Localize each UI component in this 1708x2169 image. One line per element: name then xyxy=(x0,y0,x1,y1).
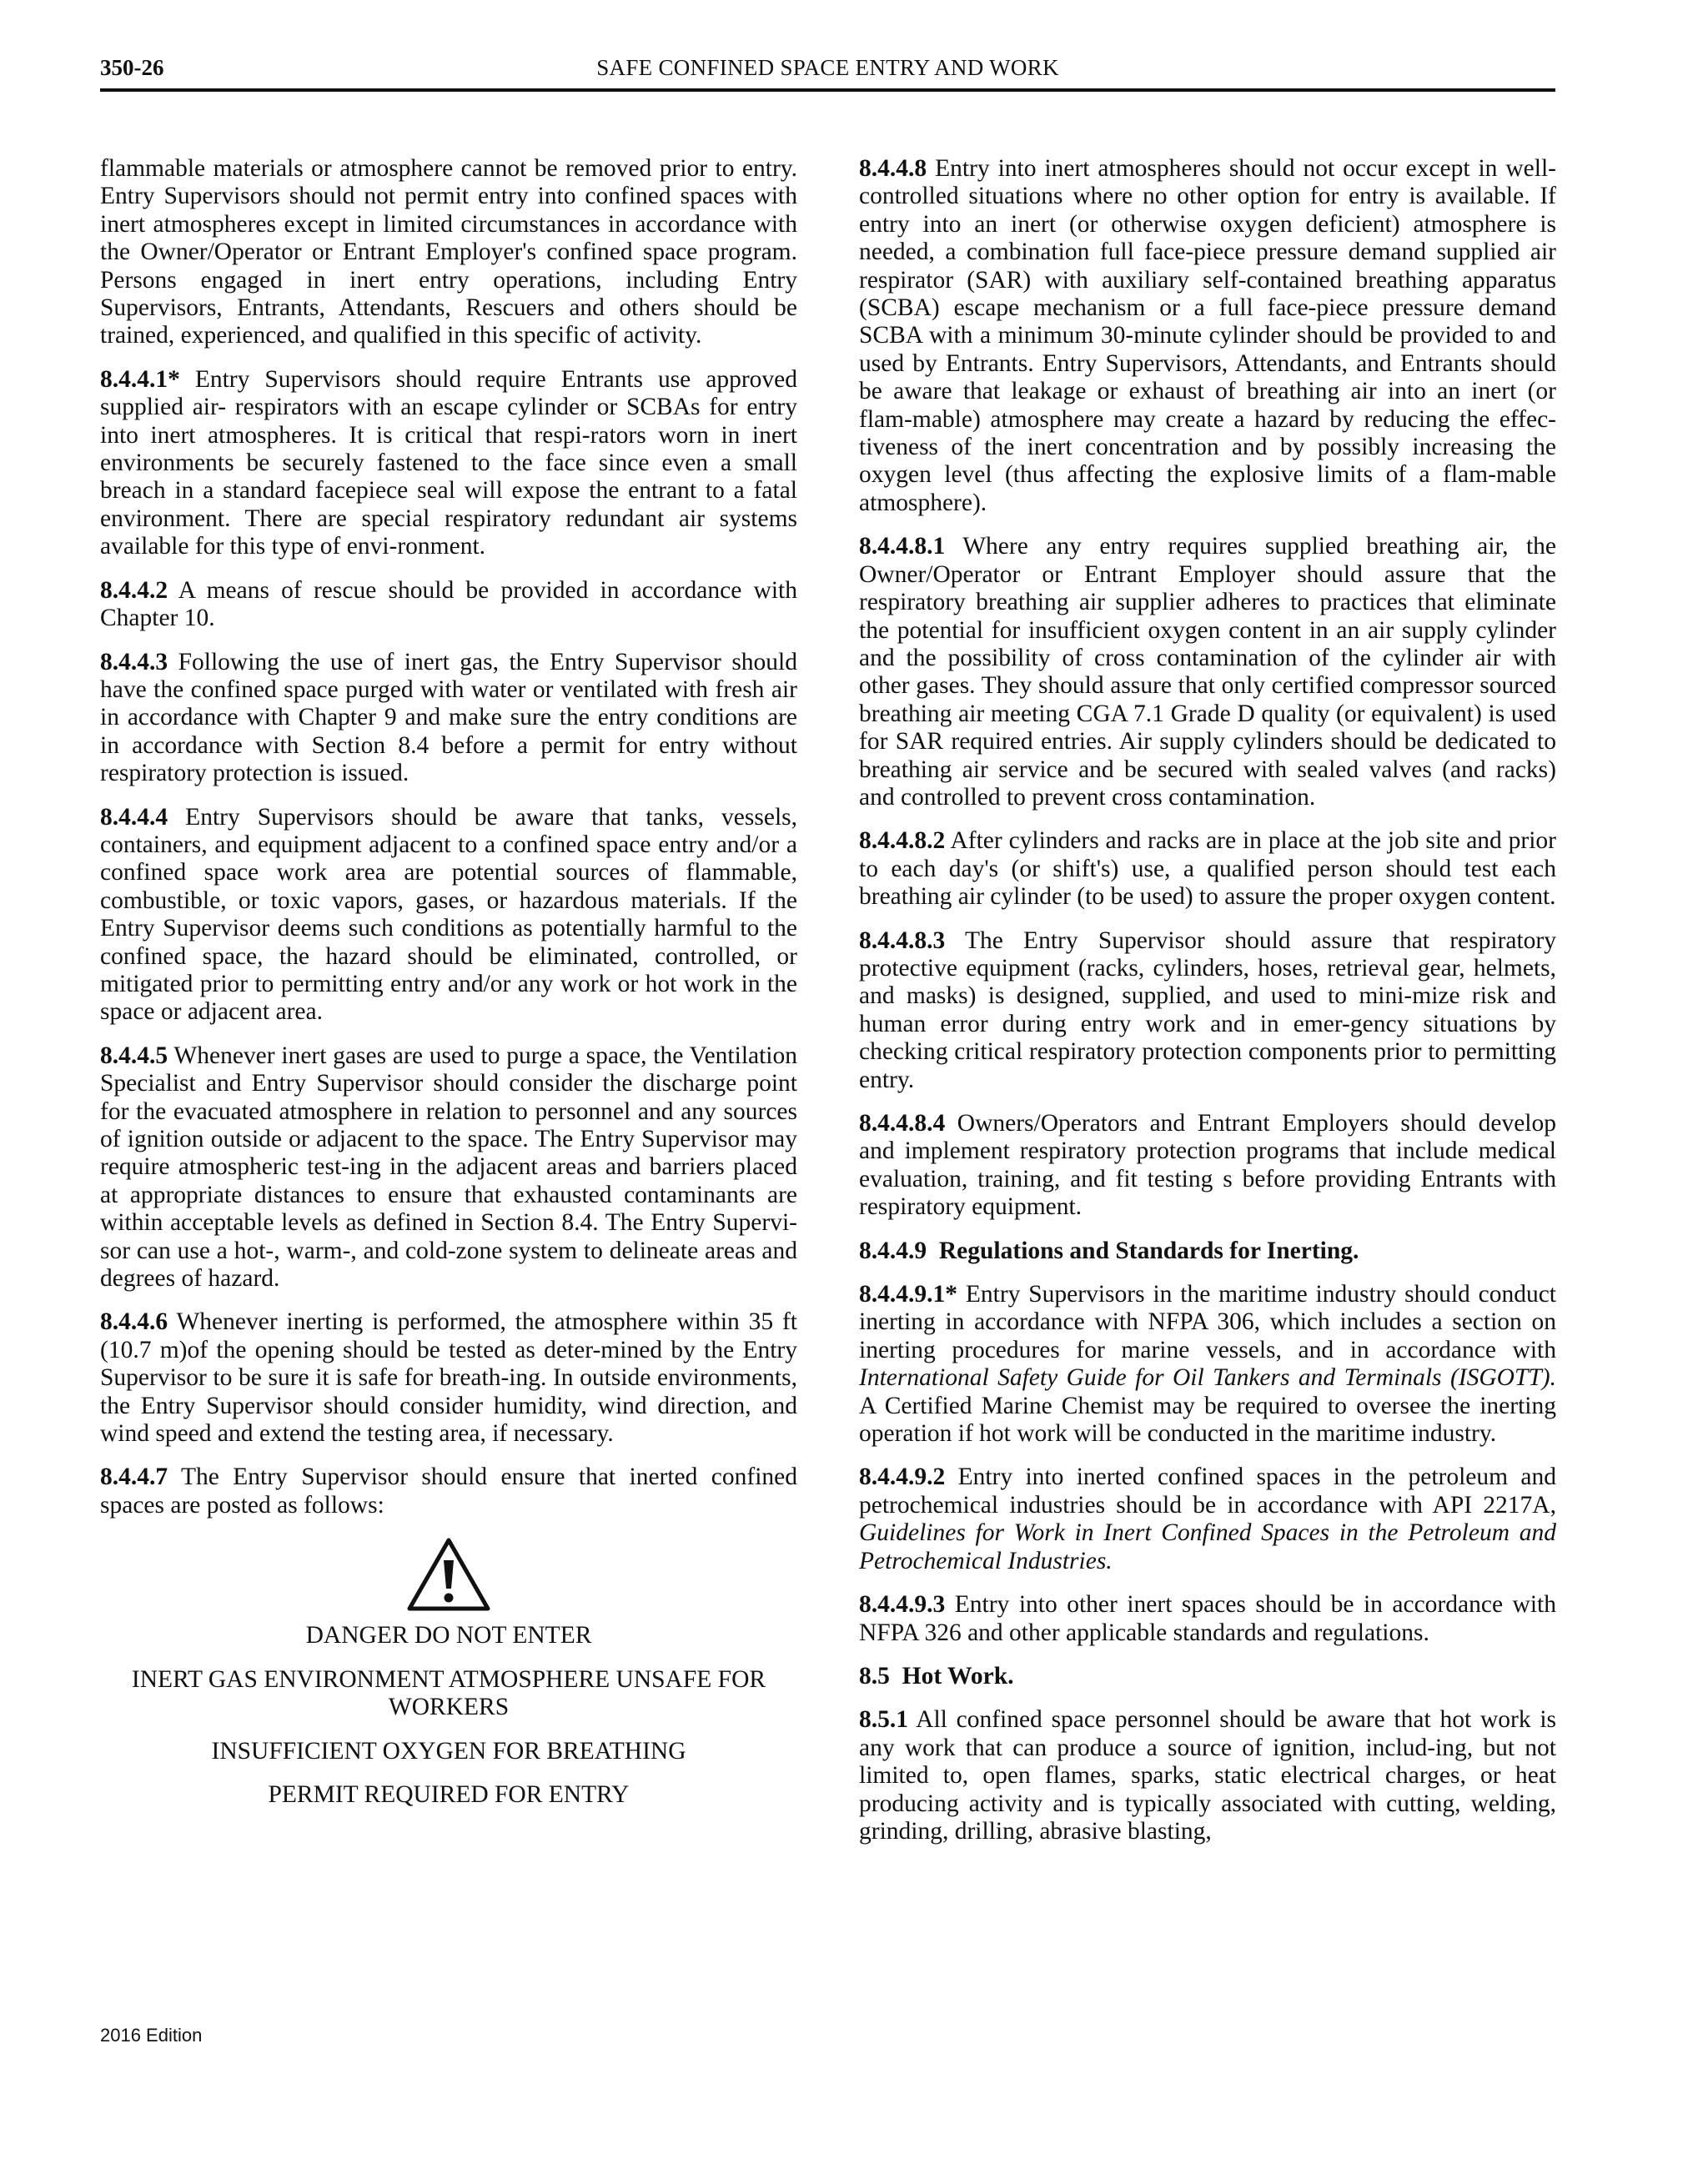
paragraph-8-4-4-5 xyxy=(100,1042,797,1293)
paragraph-8-4-4-9-3 xyxy=(859,1591,1556,1647)
section-number: 8.4.4.3 xyxy=(100,648,168,675)
section-number: 8.4.4.1* xyxy=(100,365,180,393)
paragraph-8-4-4-7 xyxy=(100,1464,797,1519)
paragraph-text: The Entry Supervisor should assure that respiratory protective equipment (racks, cylinders, hoses, retrieval gear, helmets, and masks) is designed, supplied, and used to mini-mize risk and human error during entry work and in emer-gency situations by checking critical respiratory protection components prior to permitting entry. xyxy=(859,926,1556,1093)
section-number: 8.4.4.8 xyxy=(859,155,927,182)
section-title: Regulations and Standards for Inerting. xyxy=(938,1237,1359,1264)
warning-triangle-icon xyxy=(405,1535,492,1614)
paragraph-8-4-4-2 xyxy=(100,577,797,633)
section-number: 8.4.4.9 xyxy=(859,1237,927,1264)
paragraph-text: After cylinders and racks are in place at the job site and prior to each day's (or shift's) use, a qualified person should test each breathing air cylinder (to be used) to assure the proper oxygen content. xyxy=(859,827,1557,911)
section-number: 8.4.4.9.2 xyxy=(859,1464,946,1491)
notice-line-oxygen: INSUFFICIENT OXYGEN FOR BREATHING xyxy=(211,1737,686,1765)
paragraph-text: Whenever inert gases are used to purge a space, the Ventilation Specialist and Entry Supervisor should consider the discharge point for the evacuated atmosphere in relation to personnel and any sources of ignition outside or adjacent to the space. The Entry Supervisor may require atmospheric test-ing in the adjacent areas and barriers placed at appropriate distances to ensure that exhausted contaminants are within acceptable levels as defined in Section 8.4. The Entry Supervi-sor can use a hot-, warm-, and cold-zone system to delineate areas and degrees of hazard. xyxy=(100,1042,798,1293)
paragraph-text: Where any entry requires supplied breathing air, the Owner/Operator or Entrant Employer should assure that the respiratory breathing air supplier adheres to practices that eliminate the potential for insufficient oxygen content in an air supply cylinder and the possibility of cross contamination of the cylinder air with other gases. They should assure that only certified compressor sourced breathing air meeting CGA 7.1 Grade D quality (or equivalent) is used for SAR required entries. Air supply cylinders should be dedicated to breathing air service and be secured with sealed valves (and racks) and controlled to prevent cross contamination. xyxy=(859,533,1556,811)
section-number: 8.4.4.8.3 xyxy=(859,926,946,954)
edition-footer: 2016 Edition xyxy=(100,2025,203,2046)
paragraph-8-4-4-9-2 xyxy=(859,1464,1556,1575)
section-number: 8.4.4.8.2 xyxy=(859,827,946,855)
paragraph-8-4-4-8-1 xyxy=(859,533,1556,811)
paragraph-8-4-4-1 xyxy=(100,366,797,561)
danger-notice xyxy=(100,1535,797,1809)
paragraph-8-4-4-8 xyxy=(859,155,1556,517)
notice-line-permit: PERMIT REQUIRED FOR ENTRY xyxy=(268,1780,630,1808)
page-number: 350-26 xyxy=(100,55,164,80)
section-number: 8.4.4.2 xyxy=(100,576,168,604)
notice-line-inert-gas: INERT GAS ENVIRONMENT ATMOSPHERE UNSAFE FOR WORKERS xyxy=(131,1665,766,1721)
paragraph-text: The Entry Supervisor should ensure that inerted confined spaces are posted as follows: xyxy=(100,1464,798,1519)
section-number: 8.4.4.6 xyxy=(100,1308,168,1336)
paragraph-8-4-4-8-4 xyxy=(859,1110,1556,1222)
section-number: 8.5 xyxy=(859,1662,890,1690)
paragraph-text: A means of rescue should be provided in accordance with Chapter 10. xyxy=(100,576,798,632)
paragraph-8-4-4-6 xyxy=(100,1308,797,1448)
paragraph-text: Entry Supervisors should require Entrants use approved supplied air- respirators with an escape cylinder or SCBAs for entry into inert atmospheres. It is critical that respi-rators worn in inert environments be securely fastened to the face since even a small breach in a standard facepiece seal will expose the entrant to a fatal environment. There are special respiratory redundant air systems available for this type of envi-ronment. xyxy=(100,365,797,560)
paragraph-8-5-1 xyxy=(859,1706,1556,1845)
heading-8-4-4-9 xyxy=(859,1238,1556,1265)
section-title: Hot Work. xyxy=(902,1662,1014,1690)
paragraph-text: A Certified Marine Chemist may be required to oversee the inerting operation if hot work will be conducted in the maritime industry. xyxy=(859,1392,1556,1448)
paragraph-8-4-4-8-2 xyxy=(859,827,1556,911)
paragraph-text: Entry Supervisors should be aware that tanks, vessels, containers, and equipment adjacent to a confined space entry and/or a confined space work area are potential sources of flammable, combustible, or toxic vapors, gases, or hazardous materials. If the Entry Supervisor deems such conditions as potentially harmful to the confined space, the hazard should be eliminated, controlled, or mitigated prior to permitting entry and/or any work or hot work in the space or adjacent area. xyxy=(100,803,798,1026)
paragraph-text: Following the use of inert gas, the Entry Supervisor should have the confined space purged with water or ventilated with fresh air in accordance with Chapter 9 and make sure the entry conditions are in accordance with Section 8.4 before a permit for entry without respiratory protection is issued. xyxy=(100,648,797,787)
section-number: 8.4.4.5 xyxy=(100,1042,168,1069)
paragraph-text: Entry into inerted confined spaces in the petroleum and petrochemical industries should be in accordance with API 2217A, xyxy=(859,1464,1556,1519)
left-column xyxy=(100,155,797,1825)
paragraph-text: Entry Supervisors in the maritime industry should conduct inerting in accordance with NFPA 306, which includes a section on inerting procedures for marine vessels, and in accordance with xyxy=(859,1281,1557,1363)
section-number: 8.4.4.9.3 xyxy=(859,1591,946,1619)
paragraph-text: All confined space personnel should be aware that hot work is any work that can produce a source of ignition, includ-ing, but not limited to, open flames, sparks, static electrical charges, or heat producing activity and is typically associated with cutting, welding, grinding, drilling, abrasive blasting, xyxy=(859,1706,1557,1845)
right-column xyxy=(859,155,1556,1861)
paragraph-continued: flammable materials or atmosphere cannot be removed prior to entry. Entry Supervisors should not permit entry into confined spaces with inert atmospheres except in limited circumstances in accordance with the Owner/Operator or Entrant Employer's confined space program. Persons engaged in inert entry operations, including Entry Supervisors, Entrants, Attendants, Rescuers and others should be trained, experienced, and qualified in this specific of activity. xyxy=(100,155,797,349)
paragraph-8-4-4-9-1 xyxy=(859,1281,1556,1448)
paragraph-8-4-4-8-3 xyxy=(859,927,1556,1094)
section-number: 8.4.4.8.4 xyxy=(859,1110,946,1137)
paragraph-text: Entry into inert atmospheres should not occur except in well-controlled situations where no other option for entry is available. If entry into an inert (or otherwise oxygen deficient) atmosphere is needed, a combination full face-piece pressure demand supplied air respirator (SAR) with auxiliary self-contained breathing apparatus (SCBA) escape mechanism or a full face-piece pressure demand SCBA with a minimum 30-minute cylinder should be provided to and used by Entrants. Entry Supervisors, Attendants, and Entrants should be aware that leakage or exhaust of breathing air into an inert (or flam-mable) atmosphere may create a hazard by reducing the effec-tiveness of the inert concentration and by possibly increasing the oxygen level (thus affecting the explosive limits of a flam-mable atmosphere). xyxy=(859,155,1556,516)
page-header xyxy=(100,55,1555,92)
paragraph-8-4-4-3 xyxy=(100,649,797,788)
cited-title: Guidelines for Work in Inert Confined Spaces in the Petroleum and Petrochemical Industries. xyxy=(859,1519,1556,1574)
section-number: 8.4.4.8.1 xyxy=(859,533,946,560)
section-number: 8.4.4.4 xyxy=(100,803,168,831)
heading-8-5 xyxy=(859,1663,1556,1690)
paragraph-text: Owners/Operators and Entrant Employers should develop and implement respiratory protection programs that include medical evaluation, training, and fit testing s before providing Entrants with respiratory equipment. xyxy=(859,1110,1556,1221)
section-number: 8.4.4.9.1* xyxy=(859,1281,957,1308)
notice-line-danger: DANGER DO NOT ENTER xyxy=(305,1622,592,1649)
section-number: 8.4.4.7 xyxy=(100,1464,168,1491)
section-number: 8.5.1 xyxy=(859,1706,908,1734)
paragraph-text: Whenever inerting is performed, the atmosphere within 35 ft (10.7 m)of the opening should be tested as deter-mined by the Entry Supervisor to be sure it is safe for breath-ing. In outside environments, the Entry Supervisor should consider humidity, wind direction, and wind speed and extend the testing area, if necessary. xyxy=(100,1308,798,1448)
paragraph-8-4-4-4 xyxy=(100,804,797,1027)
cited-title: International Safety Guide for Oil Tankers and Terminals (ISGOTT). xyxy=(859,1364,1556,1392)
paragraph-text: Entry into other inert spaces should be in accordance with NFPA 326 and other applicable standards and regulations. xyxy=(859,1591,1556,1646)
running-title: SAFE CONFINED SPACE ENTRY AND WORK xyxy=(596,55,1059,80)
